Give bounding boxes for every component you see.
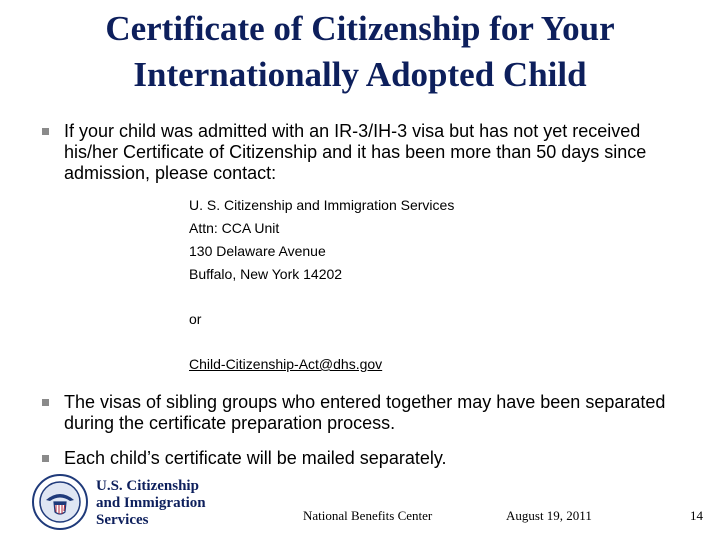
footer-date: August 19, 2011 — [506, 508, 592, 523]
slide-footer — [0, 470, 720, 540]
mailing-address — [189, 194, 454, 286]
square-bullet-icon — [42, 399, 49, 406]
email-link[interactable]: Child-Citizenship-Act@dhs.gov — [189, 356, 383, 372]
address-line: U. S. Citizenship and Immigration Services — [189, 197, 455, 213]
logo-line: U.S. Citizenship — [96, 478, 199, 494]
address-line: Attn: CCA Unit — [189, 220, 280, 236]
dhs-seal-icon — [32, 474, 88, 530]
bullet-text: The visas of sibling groups who entered together may have been separated during the certificate preparation process. — [64, 392, 666, 433]
bullet-text: If your child was admitted with an IR-3/IH-3 visa but has not yet received his/her Certificate of Citizenship and it has been more than 50 days since admission, please contact: — [64, 121, 647, 183]
logo-line: Services — [96, 512, 149, 528]
square-bullet-icon — [42, 128, 49, 135]
or-separator: or — [189, 311, 202, 327]
title-line-2: Internationally Adopted Child — [133, 55, 587, 94]
bullet-text: Each child’s certificate will be mailed separately. — [64, 448, 447, 468]
uscis-wordmark — [96, 478, 206, 529]
address-line: 130 Delaware Avenue — [189, 243, 326, 259]
title-line-1: Certificate of Citizenship for Your — [105, 9, 615, 48]
logo-line: and Immigration — [96, 495, 206, 511]
footer-center-text: National Benefits Center — [303, 508, 433, 523]
bullet-item — [42, 392, 682, 434]
bullet-item — [42, 121, 682, 184]
square-bullet-icon — [42, 455, 49, 462]
slide-title — [20, 6, 700, 98]
address-line: Buffalo, New York 14202 — [189, 266, 343, 282]
bullet-item — [42, 448, 682, 469]
page-number: 14 — [690, 508, 703, 523]
